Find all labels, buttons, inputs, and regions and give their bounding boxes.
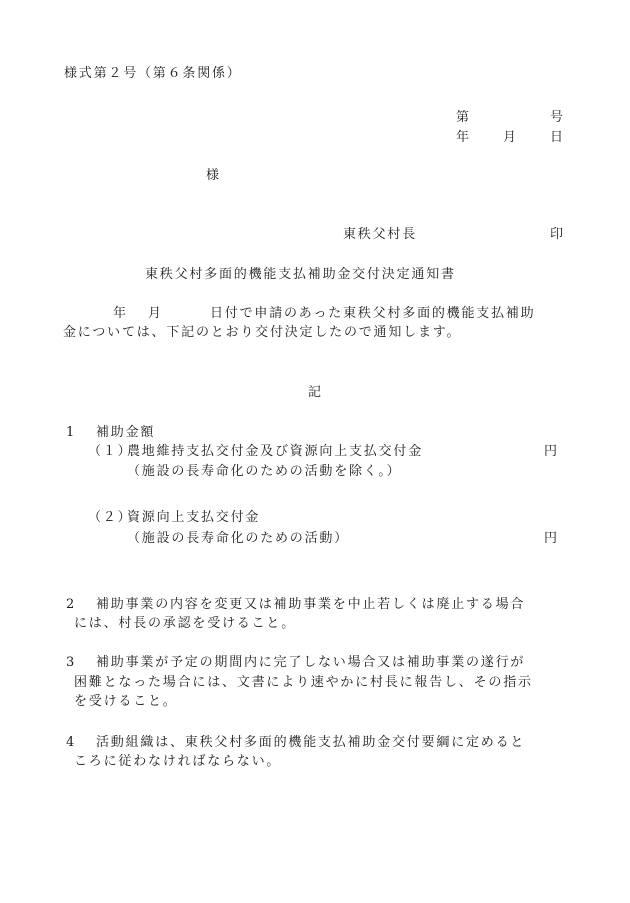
number-prefix: 第 [456, 110, 471, 125]
document-title: 東秩父村多面的機能支払補助金交付決定通知書 [145, 267, 456, 282]
section-3-number: 3 [66, 655, 77, 670]
form-label: 様式第２号（第６条関係） [64, 66, 242, 81]
item-2-unit: 円 [544, 531, 559, 546]
section-4-line-1: 活動組織は、東秩父村多面的機能支払補助金交付要綱に定めると [96, 735, 526, 750]
date-day: 日 [550, 130, 565, 145]
section-2-number: 2 [66, 597, 77, 612]
item-1-label: 農地維持支払交付金及び資源向上支払交付金 [127, 444, 424, 459]
item-2-number: （２） [88, 510, 133, 525]
number-suffix: 号 [550, 110, 565, 125]
item-1-unit: 円 [544, 444, 559, 459]
intro-month: 月 [148, 306, 163, 321]
section-3-line-2: 困難となった場合には、文書により速やかに村長に報告し、その指示 [74, 675, 533, 690]
section-2-line-2: には、村長の承認を受けること。 [74, 616, 297, 631]
item-2-note: （施設の長寿命化のための活動） [127, 531, 350, 546]
issuer-name: 東秩父村長 [343, 227, 418, 242]
addressee-suffix: 様 [206, 168, 221, 183]
seal-mark: 印 [550, 227, 565, 242]
intro-line-1: 日付で申請のあった東秩父村多面的機能支払補助 [210, 306, 536, 321]
section-2-line-1: 補助事業の内容を変更又は補助事業を中止若しくは廃止する場合 [96, 597, 526, 612]
section-4-line-2: ころに従わなければならない。 [74, 754, 282, 769]
section-1-number: 1 [66, 425, 77, 440]
section-1-heading: 補助金額 [96, 425, 156, 440]
item-2-label: 資源向上支払交付金 [127, 510, 261, 525]
intro-line-2: 金については、下記のとおり交付決定したので通知します。 [63, 325, 462, 340]
section-3-line-3: を受けること。 [74, 694, 178, 709]
section-3-line-1: 補助事業が予定の期間内に完了しない場合又は補助事業の遂行が [96, 655, 526, 670]
intro-year: 年 [113, 306, 128, 321]
date-year: 年 [456, 130, 471, 145]
ki-heading: 記 [308, 385, 323, 400]
item-1-note: （施設の長寿命化のための活動を除く。） [127, 464, 402, 479]
item-1-number: （１） [88, 444, 133, 459]
date-month: 月 [503, 130, 518, 145]
section-4-number: 4 [66, 735, 77, 750]
